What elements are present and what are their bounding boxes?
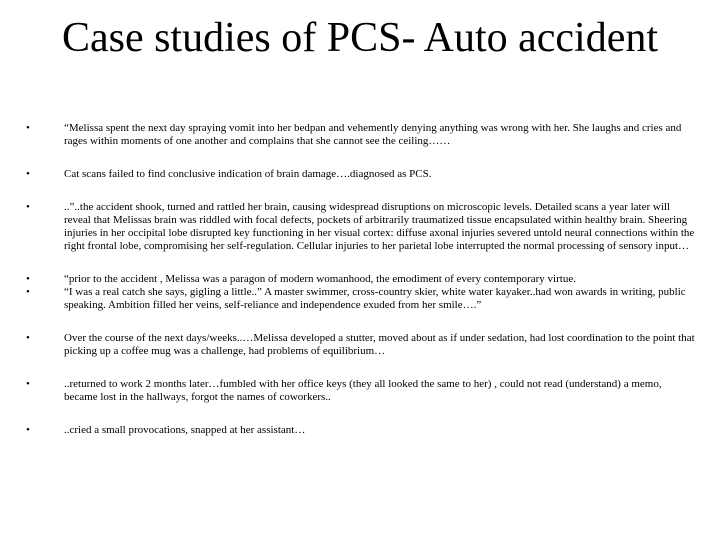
bullet-icon: •	[26, 273, 30, 285]
bullet-icon: •	[26, 424, 30, 436]
bullet-text: “prior to the accident , Melissa was a paragon of modern womanhood, the emodiment of every contemporary virtue.	[64, 273, 576, 285]
bullet-item	[26, 378, 696, 404]
bullet-item	[26, 168, 696, 181]
bullet-icon: •	[26, 378, 30, 390]
bullet-item	[26, 273, 696, 286]
bullet-text: Over the course of the next days/weeks..…Melissa developed a stutter, moved about as if under sedation, had lost coordination to the point that picking up a coffee mug was a challenge, had problems of equilibrium…	[64, 332, 695, 357]
bullet-icon: •	[26, 201, 30, 213]
bullet-item	[26, 122, 696, 148]
bullet-icon: •	[26, 332, 30, 344]
bullet-icon: •	[26, 286, 30, 298]
bullet-text: ..cried a small provocations, snapped at her assistant…	[64, 424, 306, 436]
slide-title: Case studies of PCS- Auto accident	[61, 15, 659, 61]
bullet-icon: •	[26, 168, 30, 180]
bullet-icon: •	[26, 122, 30, 134]
bullet-item	[26, 201, 696, 253]
bullet-text: ..returned to work 2 months later…fumbled with her office keys (they all looked the same to her) , could not read (understand) a memo, became lost in the hallways, forgot the names of coworkers..	[64, 378, 662, 403]
bullet-item	[26, 424, 696, 437]
bullet-item	[26, 286, 696, 312]
bullet-text: Cat scans failed to find conclusive indication of brain damage….diagnosed as PCS.	[64, 168, 432, 180]
bullet-text: “I was a real catch she says, gigling a little..” A master swimmer, cross-country skier, white water kayaker..had won awards in writing, public speaking. Ambition filled her veins, self-reliance and independence exuded from her smile….”	[64, 286, 686, 311]
bullet-item	[26, 332, 696, 358]
bullet-text: ..”..the accident shook, turned and rattled her brain, causing widespread disruptions on microscopic levels. Detailed scans a year later will reveal that Melissas brain was riddled with focal defects, pockets of arbitrarily traumatized tissue encapsulated within healthy brain. Sheering injuries in her occipital lobe disrupted key functioning in her visual cortex: diffuse axonal injuries severed untold neural connections within the right frontal lobe, compromising her self-regulation. Cellular injuries to her parietal lobe interrupted the normal processing of sensory input…	[64, 201, 695, 252]
bullet-text: “Melissa spent the next day spraying vomit into her bedpan and vehemently denying anything was wrong with her. She laughs and cries and rages within moments of one another and complains that she cannot see the ceiling……	[64, 122, 682, 147]
bullet-list	[26, 122, 696, 437]
